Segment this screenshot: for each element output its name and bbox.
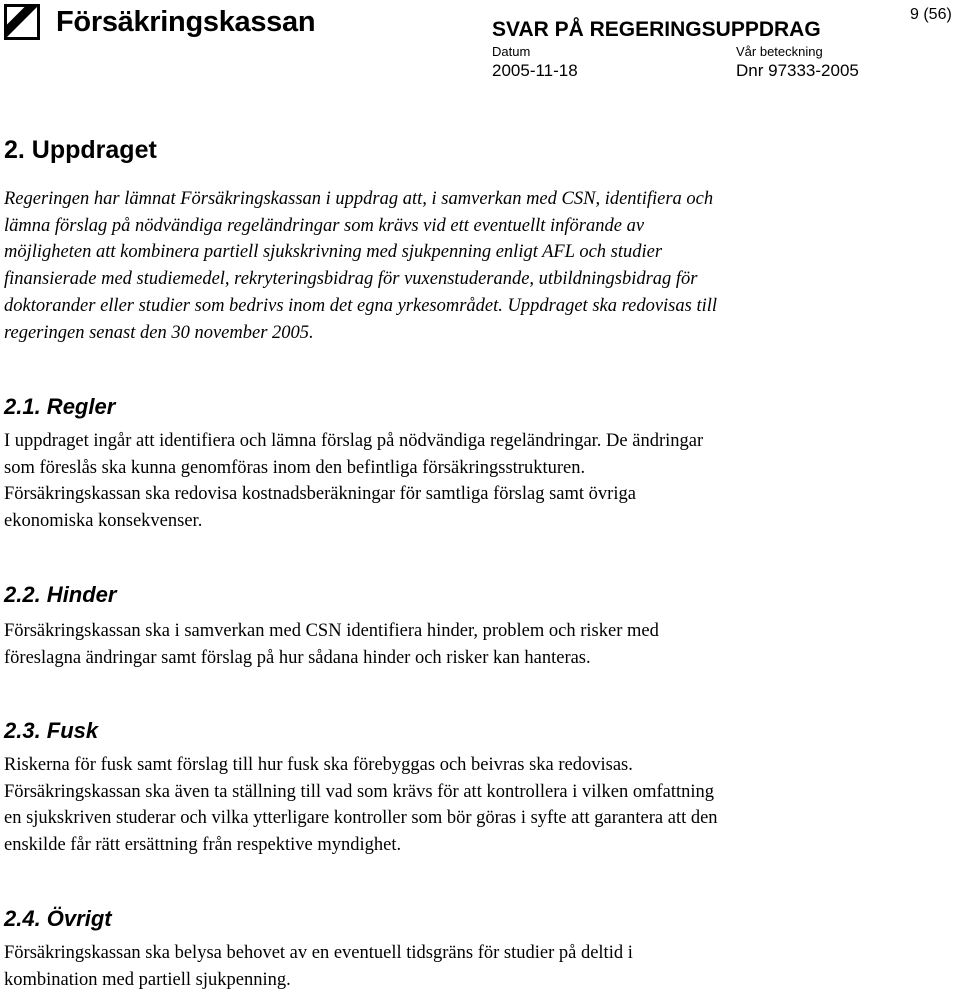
date-label: Datum [492, 44, 531, 59]
reference-value: Dnr 97333-2005 [736, 61, 859, 80]
date-value: 2005-11-18 [492, 61, 578, 80]
reference-label: Vår beteckning [736, 44, 823, 59]
forsakringskassan-logo-icon [4, 4, 40, 40]
section-heading-ovrigt: 2.4. Övrigt [4, 906, 112, 931]
logo [4, 4, 315, 40]
hinder-paragraph: Försäkringskassan ska i samverkan med CSN identifiera hinder, problem och risker med föreslagna ändringar samt förslag på hur sådana hinder och risker kan hanteras. [4, 621, 659, 668]
logo-text: Försäkringskassan [56, 5, 316, 38]
section-heading-hinder: 2.2. Hinder [4, 582, 117, 607]
fusk-paragraph: Riskerna för fusk samt förslag till hur fusk ska förebyggas och beivras ska redovisas. Försäkringskassan ska även ta ställning till vad som krävs för att kontrollera i vilken omfattning en sjukskriven studerar och vilka ytterligare kontroller som bör göras i syfte att garantera att den enskilde får rätt ersättning från respektive myndighet. [4, 755, 718, 856]
section-heading-uppdraget: 2. Uppdraget [4, 136, 157, 164]
section-heading-fusk: 2.3. Fusk [4, 718, 99, 743]
document-type: SVAR PÅ REGERINGSUPPDRAG [492, 18, 821, 41]
section-heading-regler: 2.1. Regler [4, 394, 116, 419]
regler-paragraph: I uppdraget ingår att identifiera och lämna förslag på nödvändiga regeländringar. De ändringar som föreslås ska kunna genomföras inom den befintliga försäkringsstrukturen. Försäkringskassan ska redovisa kostnadsberäkningar för samtliga förslag samt övriga ekonomiska konsekvenser. [4, 431, 704, 532]
ovrigt-paragraph: Försäkringskassan ska belysa behovet av en eventuell tidsgräns för studier på deltid i kombination med partiell sjukpenning. [4, 943, 633, 990]
page-number: 9 (56) [910, 6, 952, 23]
intro-paragraph: Regeringen har lämnat Försäkringskassan i uppdrag att, i samverkan med CSN, identifiera och lämna förslag på nödvändiga regeländringar som krävs vid ett eventuellt införande av möjligheten att kombinera partiell sjukskrivning med sjukpenning enligt AFL och studier finansierade med studiemedel, rekryteringsbidrag för vuxenstuderande, utbildningsbidrag för doktorander eller studier som bedrivs inom det egna yrkesområdet. Uppdraget ska redovisas till regeringen senast den 30 november 2005. [4, 189, 718, 343]
